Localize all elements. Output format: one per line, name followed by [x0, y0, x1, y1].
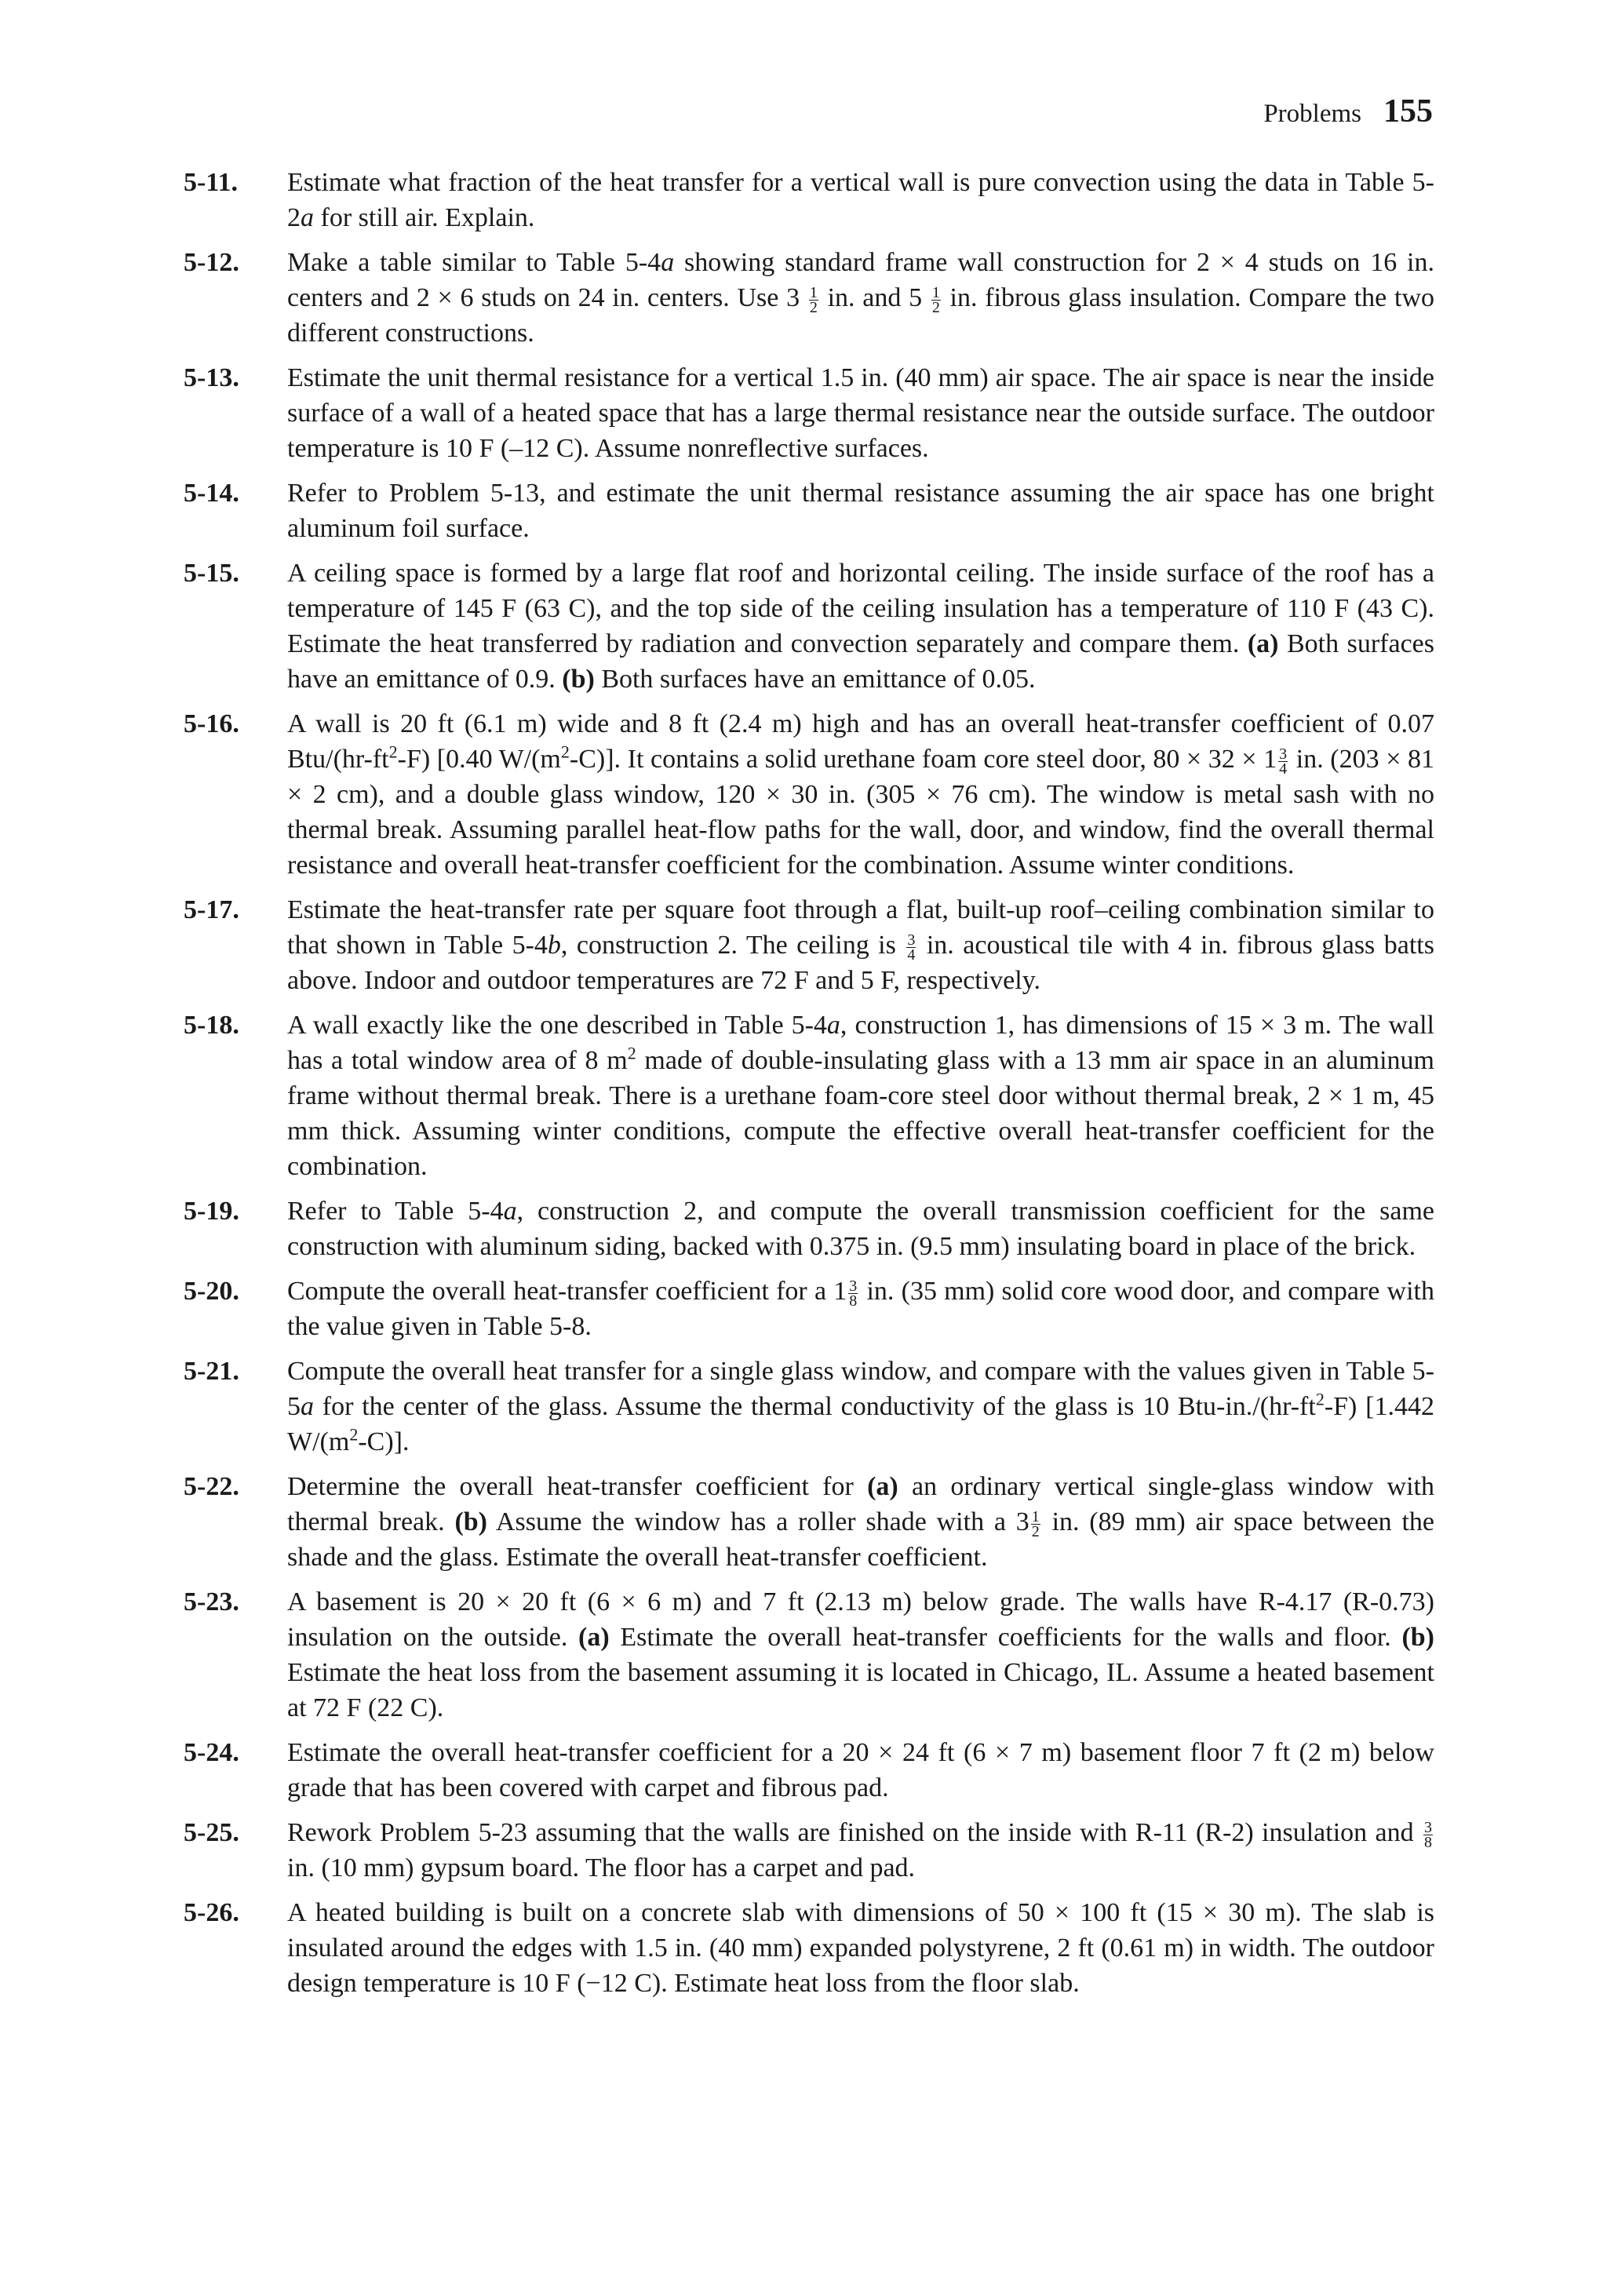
italic-run: a: [301, 203, 314, 232]
bold-run: (b): [562, 665, 595, 694]
italic-run: a: [661, 248, 675, 277]
text-run: A heated building is built on a concrete slab with dimensions of 50 × 100 ft (15 × 30 m). The slab is insulated around the edges with 1.5 in. (40 mm) expanded polystyrene, 2 ft (0.61 m) in width. The outdoor design temperature is 10 F (−12 C). Estimate heat loss from the floor slab.: [287, 1898, 1434, 1998]
problem-item: [184, 1735, 1434, 1806]
text-run: Make a table similar to Table 5-4: [287, 248, 661, 277]
text-run: A basement is 20 × 20 ft (6 × 6 m) and 7 ft (2.13 m) below grade. The walls have R-4.17 (R-0.73) insulation on the outside.: [287, 1587, 1434, 1652]
text-run: in. and 5: [819, 283, 930, 312]
problem-number: 5-22.: [184, 1472, 239, 1501]
problem-number: 5-25.: [184, 1818, 239, 1847]
bold-run: (a): [578, 1623, 610, 1652]
italic-run: b: [547, 931, 561, 960]
superscript: 2: [1315, 1389, 1325, 1409]
bold-run: (a): [1247, 629, 1279, 658]
problem-item: [184, 1354, 1434, 1460]
problem-text: [287, 706, 1434, 883]
text-run: in. fibrous glass insulation. Compare the two different constructions.: [287, 283, 1435, 348]
problem-text: [287, 1895, 1434, 2001]
problem-number: 5-17.: [184, 895, 239, 924]
text-run: made of double-insulating glass with a 13 mm air space in an aluminum frame without thermal break. There is a urethane foam-core steel door without thermal break, 2 × 1 m, 45 mm thick. Assuming winter conditions, compute the effective overall heat-transfer coefficient for the combination.: [287, 1046, 1434, 1181]
text-run: for the center of the glass. Assume the thermal conductivity of the glass is 10 Btu-in./(hr-ft: [314, 1392, 1316, 1421]
problem-item: [184, 1194, 1434, 1264]
fraction: [1423, 1820, 1433, 1850]
problem-text: [287, 1354, 1434, 1460]
problem-text: [287, 556, 1434, 697]
problem-number: 5-19.: [184, 1197, 239, 1226]
problem-number: 5-11.: [184, 168, 238, 197]
problem-item: [184, 1815, 1434, 1886]
problem-item: [184, 892, 1434, 998]
italic-run: a: [503, 1197, 517, 1226]
problem-number: 5-26.: [184, 1898, 239, 1927]
text-run: Refer to Table 5-4: [287, 1197, 504, 1226]
fraction-denominator: 2: [1031, 1522, 1040, 1540]
text-run: Rework Problem 5-23 assuming that the walls are finished on the inside with R-11 (R-2) insulation and: [287, 1818, 1422, 1847]
text-run: Both surfaces have an emittance of 0.05.: [594, 665, 1036, 694]
fraction-numerator: 3: [1279, 745, 1288, 763]
text-run: Determine the overall heat-transfer coefficient for: [287, 1472, 868, 1501]
fraction-denominator: 8: [1424, 1833, 1432, 1851]
problem-number: 5-20.: [184, 1277, 239, 1306]
superscript: 2: [349, 1424, 359, 1445]
fraction-numerator: 3: [907, 931, 916, 949]
fraction-denominator: 4: [907, 946, 916, 964]
fraction: [809, 283, 818, 316]
text-run: A wall exactly like the one described in Table 5-4: [287, 1011, 827, 1040]
text-run: for still air. Explain.: [314, 203, 535, 232]
problem-number: 5-16.: [184, 709, 239, 738]
problem-item: [184, 706, 1434, 883]
text-run: in. (89 mm) air space between the shade and the glass. Estimate the overall heat-transfer coefficient.: [287, 1507, 1435, 1572]
text-run: -F) [1.442 W/(m: [287, 1392, 1434, 1456]
text-run: , construction 2. The ceiling is: [560, 931, 906, 960]
text-run: , construction 1, has dimensions of 15 × 3 m. The wall has a total window area of 8 m: [287, 1011, 1434, 1075]
fraction: [906, 933, 916, 962]
problem-item: [184, 476, 1434, 546]
problem-text: [287, 245, 1434, 351]
text-run: in. (10 mm) gypsum board. The floor has a carpet and pad.: [287, 1853, 916, 1882]
problem-item: [184, 1584, 1434, 1726]
fraction: [848, 1279, 858, 1308]
fraction-numerator: 1: [809, 283, 818, 301]
page-number: 155: [1383, 93, 1433, 129]
text-run: in. (35 mm) solid core wood door, and compare with the value given in Table 5-8.: [287, 1277, 1434, 1341]
problem-number: 5-23.: [184, 1587, 239, 1616]
problem-list: [184, 165, 1434, 2010]
fraction: [931, 283, 941, 316]
problem-item: [184, 1469, 1434, 1575]
text-run: Estimate what fraction of the heat transfer for a vertical wall is pure convection using the data in Table 5-2: [287, 168, 1434, 232]
text-run: -C)]. It contains a solid urethane foam core steel door, 80 × 32 × 1: [569, 745, 1277, 774]
problem-text: [287, 476, 1434, 546]
text-run: Compute the overall heat-transfer coefficient for a 1: [287, 1277, 847, 1306]
problem-text: [287, 1274, 1434, 1344]
superscript: 2: [388, 742, 398, 762]
running-header: [1263, 93, 1433, 130]
text-run: in. acoustical tile with 4 in. fibrous glass batts above. Indoor and outdoor temperatures are 72 F and 5 F, respectively.: [287, 931, 1434, 995]
text-run: Estimate the heat-transfer rate per square foot through a flat, built-up roof–ceiling combination similar to that shown in Table 5-4: [287, 895, 1434, 960]
fraction-numerator: 1: [1031, 1507, 1040, 1525]
text-run: Compute the overall heat transfer for a single glass window, and compare with the values given in Table 5-5: [287, 1357, 1434, 1421]
problem-text: [287, 1008, 1434, 1184]
text-run: Assume the window has a roller shade with a 3: [487, 1507, 1029, 1536]
problem-text: [287, 165, 1434, 235]
problem-item: [184, 360, 1434, 466]
superscript: 2: [560, 742, 570, 762]
fraction-denominator: 8: [849, 1292, 858, 1310]
fraction-numerator: 3: [849, 1277, 858, 1295]
fraction: [1278, 747, 1288, 776]
text-run: Refer to Problem 5-13, and estimate the unit thermal resistance assuming the air space has one bright aluminum foil surface.: [287, 479, 1434, 543]
italic-run: a: [826, 1011, 840, 1040]
fraction-numerator: 1: [931, 283, 940, 301]
text-run: A wall is 20 ft (6.1 m) wide and 8 ft (2.4 m) high and has an overall heat-transfer coefficient of 0.07 Btu/(hr-ft: [287, 709, 1434, 774]
problem-number: 5-15.: [184, 559, 239, 588]
fraction: [1031, 1507, 1040, 1540]
problem-text: [287, 1194, 1434, 1264]
text-run: , construction 2, and compute the overall transmission coefficient for the same construction with aluminum siding, backed with 0.375 in. (9.5 mm) insulating board in place of the brick.: [287, 1197, 1434, 1261]
text-run: Estimate the unit thermal resistance for a vertical 1.5 in. (40 mm) air space. The air space is near the inside surface of a wall of a heated space that has a large thermal resistance near the outside surface. The outdoor temperature is 10 F (–12 C). Assume nonreflective surfaces.: [287, 363, 1434, 463]
problem-text: [287, 892, 1434, 998]
fraction-numerator: 3: [1424, 1818, 1432, 1836]
running-header-section: Problems: [1263, 100, 1361, 128]
text-run: Both surfaces have an emittance of 0.9.: [287, 629, 1434, 694]
problem-number: 5-13.: [184, 363, 239, 392]
text-run: -C)].: [358, 1427, 410, 1456]
problem-number: 5-21.: [184, 1357, 239, 1386]
bold-run: (b): [454, 1507, 488, 1536]
text-run: showing standard frame wall construction for 2 × 4 studs on 16 in. centers and 2 × 6 studs on 24 in. centers. Use 3: [287, 248, 1434, 312]
problem-text: [287, 360, 1434, 466]
text-run: Estimate the overall heat-transfer coefficient for a 20 × 24 ft (6 × 7 m) basement floor 7 ft (2 m) below grade that has been covered with carpet and fibrous pad.: [287, 1738, 1434, 1802]
problem-text: [287, 1735, 1434, 1806]
bold-run: (b): [1401, 1623, 1434, 1652]
fraction-denominator: 4: [1279, 760, 1288, 778]
problem-number: 5-24.: [184, 1738, 239, 1767]
problem-item: [184, 1008, 1434, 1184]
bold-run: (a): [867, 1472, 898, 1501]
problem-item: [184, 245, 1434, 351]
text-run: A ceiling space is formed by a large flat roof and horizontal ceiling. The inside surface of the roof has a temperature of 145 F (63 C), and the top side of the ceiling insulation has a temperature of 110 F (43 C). Estimate the heat transferred by radiation and convection separately and compare them.: [287, 559, 1434, 658]
text-run: Estimate the overall heat-transfer coefficients for the walls and floor.: [609, 1623, 1402, 1652]
problem-item: [184, 165, 1434, 235]
problem-number: 5-12.: [184, 248, 239, 277]
problem-text: [287, 1469, 1434, 1575]
problem-text: [287, 1815, 1434, 1886]
problem-text: [287, 1584, 1434, 1726]
fraction-denominator: 2: [809, 298, 818, 316]
text-run: -F) [0.40 W/(m: [397, 745, 561, 774]
problem-item: [184, 1274, 1434, 1344]
problem-number: 5-18.: [184, 1011, 239, 1040]
problem-item: [184, 1895, 1434, 2001]
text-run: in. (203 × 81 × 2 cm), and a double glass window, 120 × 30 in. (305 × 76 cm). The window is metal sash with no thermal break. Assuming parallel heat-flow paths for the wall, door, and window, find the overall thermal resistance and overall heat-transfer coefficient for the combination. Assume winter conditions.: [287, 745, 1434, 880]
problem-item: [184, 556, 1434, 697]
superscript: 2: [627, 1043, 636, 1063]
text-run: an ordinary vertical single-glass window with thermal break.: [287, 1472, 1435, 1536]
fraction-denominator: 2: [931, 298, 940, 316]
italic-run: a: [301, 1392, 314, 1421]
problem-number: 5-14.: [184, 479, 239, 508]
text-run: Estimate the heat loss from the basement assuming it is located in Chicago, IL. Assume a heated basement at 72 F (22 C).: [287, 1658, 1434, 1722]
